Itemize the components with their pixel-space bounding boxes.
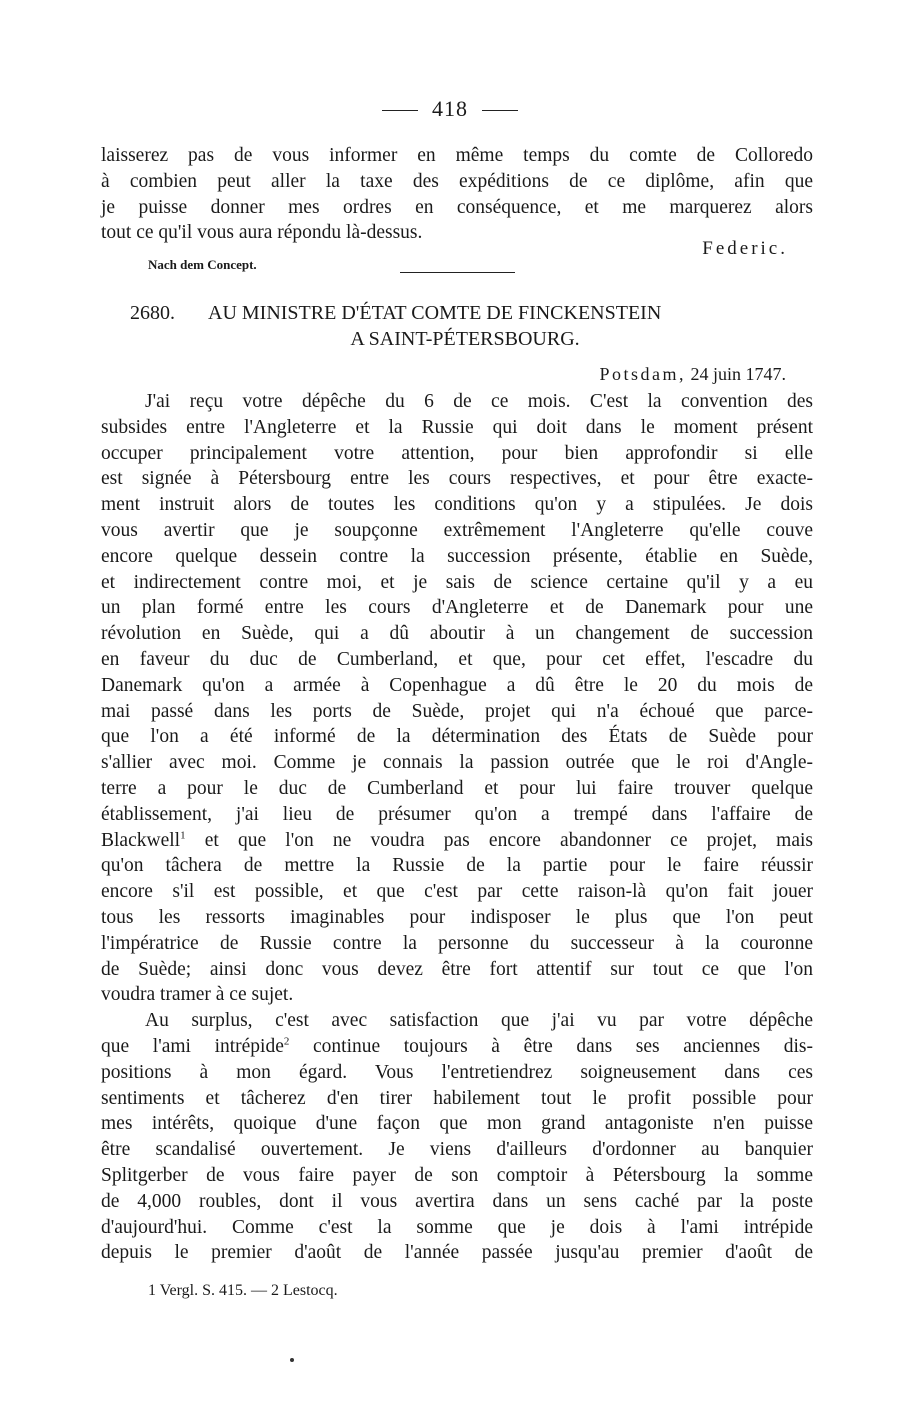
body-line: depuis le premier d'août de l'année passée jusqu'au premier d'août de (101, 1242, 813, 1264)
continuation-line: à combien peut aller la taxe des expéditions de ce diplôme, afin que (101, 170, 813, 192)
continuation-line: laisserez pas de vous informer en même temps du comte de Colloredo (101, 145, 813, 166)
body-line: en faveur du duc de Cumberland, et que, pour cet effet, l'escadre du (101, 648, 813, 670)
footnotes: 1 Vergl. S. 415. — 2 Lestocq. (148, 1282, 338, 1299)
section-divider (400, 272, 515, 273)
source-note: Nach dem Concept. (148, 257, 257, 272)
body-line: l'impératrice de Russie contre la personne du successeur à la couronne (101, 932, 813, 954)
body-line: Danemark qu'on a armée à Copenhague a dû être le 20 du mois de (101, 674, 813, 696)
continuation-text (101, 143, 813, 246)
body-line-with-footnote (101, 1034, 813, 1060)
body-line: occuper principalement votre attention, pour bien approfondir si elle (101, 442, 813, 464)
page-number-dash-right (482, 110, 518, 111)
footnote-marker: 1 (180, 829, 186, 842)
body-line: être scandalisé ouvertement. Je viens d'ailleurs d'ordonner au banquier (101, 1139, 813, 1161)
continuation-line: je puisse donner mes ordres en conséquence, et me marquerez alors (101, 196, 813, 218)
body-line: encore quelque dessein contre la succession présente, établie en Suède, (101, 545, 813, 567)
footnote-marker: 2 (283, 1035, 290, 1048)
body-line: mes intérêts, quoique d'une façon que mon grand antagoniste n'en puisse (101, 1113, 813, 1135)
signature: Federic. (702, 238, 788, 259)
body-line: ment instruit alors de toutes les conditions qu'on y a stipulées. Je dois (101, 494, 813, 516)
body-line: J'ai reçu votre dépêche du 6 de ce mois. C'est la convention des (145, 391, 813, 412)
body-line: un plan formé entre les cours d'Angleterre et de Danemark pour une (101, 597, 813, 619)
body-line: est signée à Pétersbourg entre les cours respectives, et pour être exacte- (101, 468, 813, 490)
letter-body (101, 389, 813, 1266)
body-line: tous les ressorts imaginables pour indisposer le plus que l'on peut (101, 906, 813, 928)
body-line: que l'on a été informé de la détermination des États de Suède pour (101, 726, 813, 748)
body-text: et que l'on ne voudra pas encore abandonner ce projet, mais (185, 829, 813, 851)
body-line: mai passé dans les ports de Suède, projet qui n'a échoué que parce- (101, 700, 813, 722)
continuation-line: tout ce qu'il vous aura répondu là-dessus. (101, 222, 423, 244)
letter-title-line2: A SAINT-PÉTERSBOURG. (350, 328, 580, 350)
letter-number: 2680. (130, 302, 175, 324)
body-line: établissement, j'ai lieu de présumer qu'on a trempé dans l'affaire de (101, 803, 813, 825)
body-line: et indirectement contre moi, et je sais de science certaine qu'il y a eu (101, 571, 813, 593)
print-speck (290, 1358, 294, 1362)
body-line: Au surplus, c'est avec satisfaction que j'ai vu par votre dépêche (145, 1010, 813, 1032)
body-line: de 4,000 roubles, dont il vous avertira dans un sens caché par la poste (101, 1190, 813, 1212)
letter-title-line1: AU MINISTRE D'ÉTAT COMTE DE FINCKENSTEIN (208, 302, 662, 324)
body-line: de Suède; ainsi donc vous devez être fort attentif sur tout ce que l'on (101, 958, 813, 980)
dateline-place: Potsdam, (599, 364, 686, 384)
body-line: Splitgerber de vous faire payer de son comptoir à Pétersbourg la somme (101, 1164, 813, 1186)
body-line: positions à mon égard. Vous l'entretiendrez soigneusement dans ces (101, 1061, 813, 1083)
body-line: vous avertir que je soupçonne extrêmement l'Angleterre qu'elle couve (101, 519, 813, 541)
body-line: sentiments et tâcherez d'en tirer habilement tout le profit possible pour (101, 1087, 813, 1109)
body-line: subsides entre l'Angleterre et la Russie qui doit dans le moment présent (101, 416, 813, 438)
body-line-with-footnote (101, 828, 813, 854)
body-line: terre a pour le duc de Cumberland et pour lui faire trouver quelque (101, 777, 813, 799)
body-text: continue toujours à être dans ses anciennes dis- (289, 1035, 813, 1057)
dateline-date: 24 juin 1747. (690, 364, 786, 384)
body-line: s'allier avec moi. Comme je connais la passion outrée que le roi d'Angle- (101, 752, 813, 774)
body-line: encore s'il est possible, et que c'est par cette raison-là qu'on fait jouer (101, 881, 813, 903)
body-line: qu'on tâchera de mettre la Russie de la partie pour le faire réussir (101, 855, 813, 877)
body-line: révolution en Suède, qui a dû aboutir à un changement de succession (101, 623, 813, 645)
page-number-value: 418 (432, 96, 468, 121)
dateline (599, 364, 786, 385)
page-number-dash-left (382, 110, 418, 111)
letter-heading (130, 300, 790, 352)
page-number (0, 96, 900, 122)
body-line: voudra tramer à ce sujet. (101, 984, 294, 1006)
body-text: Blackwell (101, 829, 181, 851)
body-text: que l'ami intrépide (101, 1035, 284, 1057)
body-line: d'aujourd'hui. Comme c'est la somme que je dois à l'ami intrépide (101, 1216, 813, 1238)
